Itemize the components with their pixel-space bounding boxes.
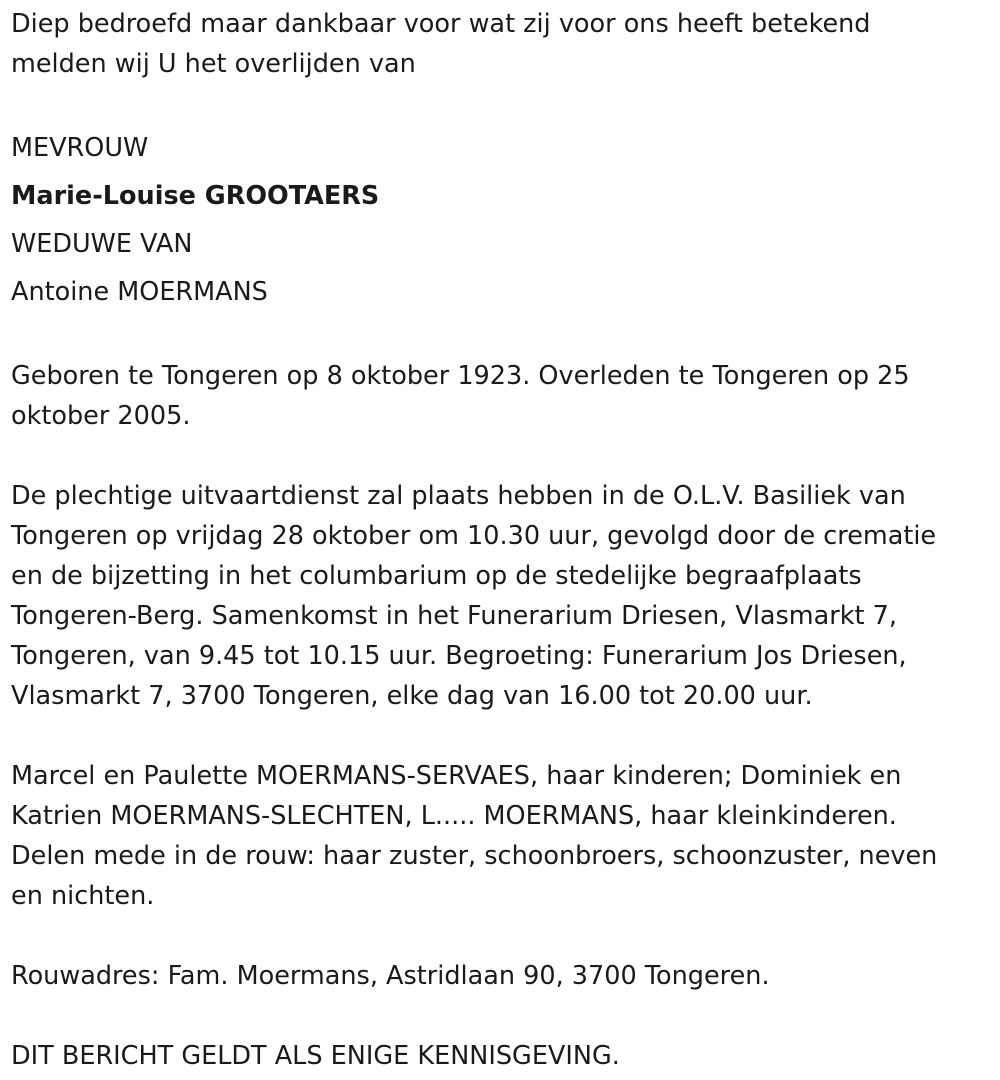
service-line: Vlasmarkt 7, 3700 Tongeren, elke dag van 16.00 tot 20.00 uur. bbox=[11, 681, 813, 711]
obituary-notice bbox=[11, 4, 986, 1076]
dates-line: oktober 2005. bbox=[11, 401, 191, 431]
intro-line: Diep bedroefd maar dankbaar voor wat zij voor ons heeft betekend bbox=[11, 9, 871, 39]
service-line: De plechtige uitvaartdienst zal plaats hebben in de O.L.V. Basiliek van bbox=[11, 481, 906, 511]
mourning-address: Rouwadres: Fam. Moermans, Astridlaan 90, 3700 Tongeren. bbox=[11, 961, 770, 991]
spacer bbox=[11, 716, 986, 756]
family-line: Delen mede in de rouw: haar zuster, schoonbroers, schoonzuster, neven bbox=[11, 841, 938, 871]
intro-line: melden wij U het overlijden van bbox=[11, 49, 416, 79]
service-line: Tongeren, van 9.45 tot 10.15 uur. Begroeting: Funerarium Jos Driesen, bbox=[11, 641, 907, 671]
family-line: Marcel en Paulette MOERMANS-SERVAES, haar kinderen; Dominiek en bbox=[11, 761, 902, 791]
spacer bbox=[11, 436, 986, 476]
service-paragraph bbox=[11, 476, 986, 716]
family-line: Katrien MOERMANS-SLECHTEN, L..... MOERMANS, haar kleinkinderen. bbox=[11, 801, 897, 831]
deceased-title: MEVROUW bbox=[11, 133, 149, 163]
family-line: en nichten. bbox=[11, 881, 155, 911]
dates-paragraph bbox=[11, 356, 986, 436]
deceased-block bbox=[11, 124, 986, 316]
service-line: en de bijzetting in het columbarium op de stedelijke begraafplaats bbox=[11, 561, 862, 591]
dates-line: Geboren te Tongeren op 8 oktober 1923. Overleden te Tongeren op 25 bbox=[11, 361, 910, 391]
widow-label: WEDUWE VAN bbox=[11, 229, 193, 259]
service-line: Tongeren-Berg. Samenkomst in het Funerarium Driesen, Vlasmarkt 7, bbox=[11, 601, 897, 631]
spouse-name: Antoine MOERMANS bbox=[11, 277, 268, 307]
spacer bbox=[11, 316, 986, 356]
intro-paragraph bbox=[11, 4, 986, 84]
closing-statement: DIT BERICHT GELDT ALS ENIGE KENNISGEVING. bbox=[11, 1041, 620, 1071]
spacer bbox=[11, 916, 986, 956]
spacer bbox=[11, 84, 986, 124]
service-line: Tongeren op vrijdag 28 oktober om 10.30 uur, gevolgd door de crematie bbox=[11, 521, 937, 551]
spacer bbox=[11, 996, 986, 1036]
deceased-name: Marie-Louise GROOTAERS bbox=[11, 181, 380, 211]
family-paragraph bbox=[11, 756, 986, 916]
